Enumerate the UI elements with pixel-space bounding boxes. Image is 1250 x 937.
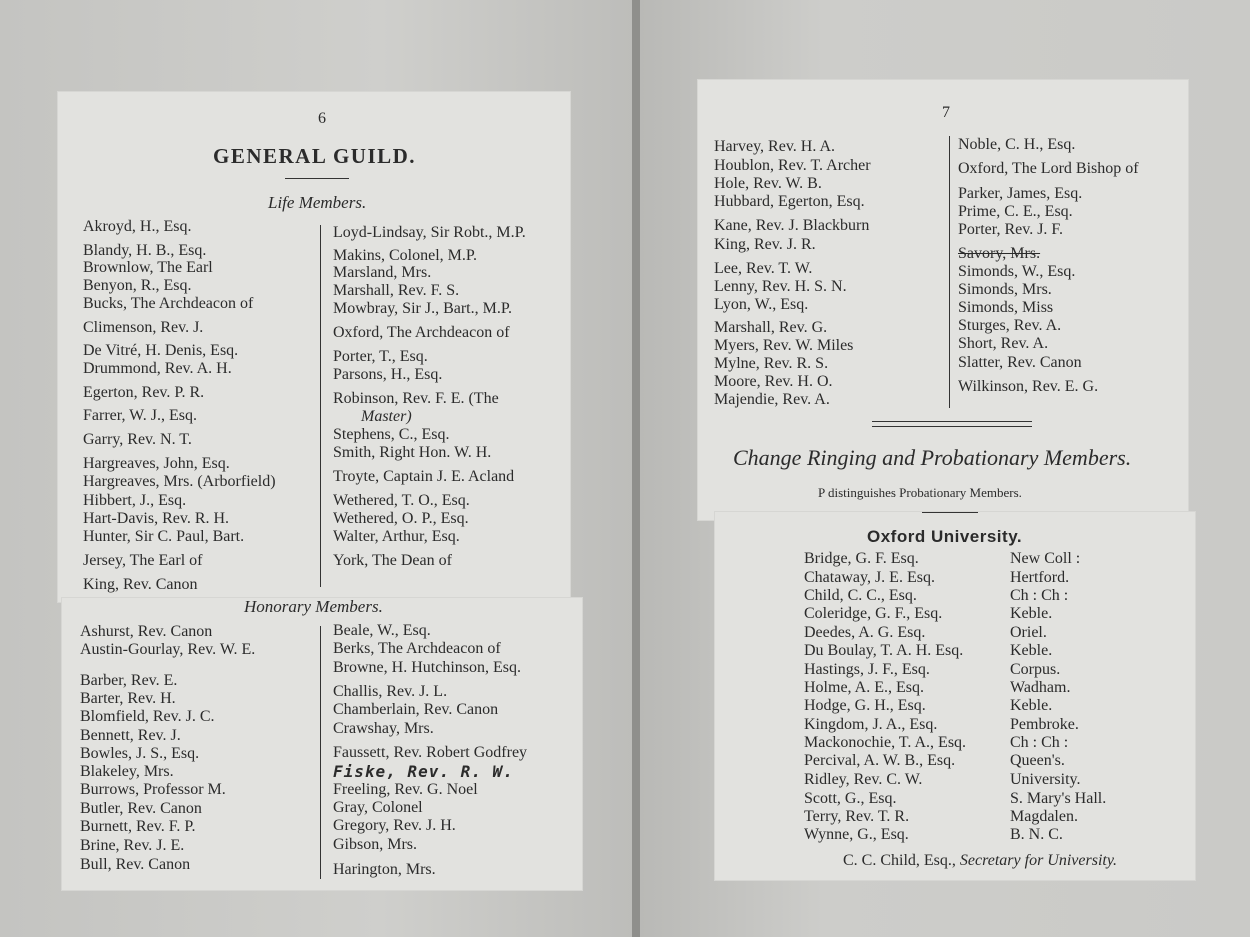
member-name: Hart-Davis, Rev. R. H. bbox=[83, 510, 230, 527]
university-rule bbox=[922, 512, 978, 513]
member-name: Bennett, Rev. J. bbox=[80, 727, 181, 744]
secretary-line bbox=[843, 852, 1117, 870]
member-name: Simonds, Miss bbox=[958, 299, 1054, 316]
college-name: Hertford. bbox=[1010, 569, 1070, 586]
college-name: Keble. bbox=[1010, 642, 1053, 659]
member-name: Noble, C. H., Esq. bbox=[958, 136, 1076, 153]
member-name: Bull, Rev. Canon bbox=[80, 856, 191, 873]
member-name: Wethered, O. P., Esq. bbox=[333, 510, 469, 527]
member-name: Myers, Rev. W. Miles bbox=[714, 337, 854, 354]
member-name: Beale, W., Esq. bbox=[333, 622, 431, 639]
member-name: Austin-Gourlay, Rev. W. E. bbox=[80, 641, 256, 658]
member-name: Wilkinson, Rev. E. G. bbox=[958, 378, 1099, 395]
member-name: Robinson, Rev. F. E. (The bbox=[333, 390, 499, 407]
member-name: Brine, Rev. J. E. bbox=[80, 837, 185, 854]
member-name: Hibbert, J., Esq. bbox=[83, 492, 187, 509]
honorary-members-heading: Honorary Members. bbox=[244, 597, 383, 616]
member-name: Challis, Rev. J. L. bbox=[333, 683, 448, 700]
member-name: Marshall, Rev. F. S. bbox=[333, 282, 460, 299]
section-double-rule bbox=[872, 421, 1032, 427]
member-name: Oxford, The Archdeacon of bbox=[333, 324, 510, 341]
member-name: Marsland, Mrs. bbox=[333, 264, 432, 281]
member-name: Freeling, Rev. G. Noel bbox=[333, 781, 478, 798]
member-name: Egerton, Rev. P. R. bbox=[83, 384, 205, 401]
college-name: Keble. bbox=[1010, 697, 1053, 714]
member-name: Harvey, Rev. H. A. bbox=[714, 138, 836, 155]
member-name: Wethered, T. O., Esq. bbox=[333, 492, 470, 509]
member-name: Porter, T., Esq. bbox=[333, 348, 428, 365]
university-member-name: Bridge, G. F. Esq. bbox=[804, 550, 919, 567]
member-name: Parsons, H., Esq. bbox=[333, 366, 443, 383]
member-name: Loyd-Lindsay, Sir Robt., M.P. bbox=[333, 224, 526, 241]
member-name: Slatter, Rev. Canon bbox=[958, 354, 1082, 371]
college-name: University. bbox=[1010, 771, 1081, 788]
college-name: Ch : Ch : bbox=[1010, 734, 1069, 751]
college-name: Wadham. bbox=[1010, 679, 1071, 696]
member-name: Butler, Rev. Canon bbox=[80, 800, 202, 817]
university-member-name: Coleridge, G. F., Esq. bbox=[804, 605, 943, 622]
member-name: King, Rev. J. R. bbox=[714, 236, 816, 253]
member-name: Barter, Rev. H. bbox=[80, 690, 176, 707]
university-member-name: Hodge, G. H., Esq. bbox=[804, 697, 926, 714]
member-name: Simonds, W., Esq. bbox=[958, 263, 1076, 280]
member-name: Chamberlain, Rev. Canon bbox=[333, 701, 499, 718]
member-name: Ashurst, Rev. Canon bbox=[80, 623, 213, 640]
member-name: Troyte, Captain J. E. Acland bbox=[333, 468, 515, 485]
member-name: Gregory, Rev. J. H. bbox=[333, 817, 456, 834]
member-name: Bowles, J. S., Esq. bbox=[80, 745, 200, 762]
member-name: Farrer, W. J., Esq. bbox=[83, 407, 198, 424]
member-name: Lee, Rev. T. W. bbox=[714, 260, 813, 277]
member-name: Porter, Rev. J. F. bbox=[958, 221, 1064, 238]
member-name: Hunter, Sir C. Paul, Bart. bbox=[83, 528, 245, 545]
member-name: De Vitré, H. Denis, Esq. bbox=[83, 342, 239, 359]
college-name: Queen's. bbox=[1010, 752, 1065, 769]
college-name: Pembroke. bbox=[1010, 716, 1079, 733]
university-member-name: Wynne, G., Esq. bbox=[804, 826, 909, 843]
college-name: B. N. C. bbox=[1010, 826, 1063, 843]
university-member-name: Mackonochie, T. A., Esq. bbox=[804, 734, 967, 751]
secretary-role: Secretary for University. bbox=[959, 852, 1118, 869]
member-name: Browne, H. Hutchinson, Esq. bbox=[333, 659, 521, 676]
member-name: Blandy, H. B., Esq. bbox=[83, 242, 207, 259]
change-ringing-heading: Change Ringing and Probationary Members. bbox=[733, 445, 1132, 470]
university-slip bbox=[715, 512, 1195, 880]
member-name: Short, Rev. A. bbox=[958, 335, 1049, 352]
member-name: Houblon, Rev. T. Archer bbox=[714, 157, 871, 174]
right-page bbox=[640, 0, 1250, 937]
university-member-name: Child, C. C., Esq. bbox=[804, 587, 917, 604]
university-member-name: Scott, G., Esq. bbox=[804, 790, 897, 807]
member-name: Stephens, C., Esq. bbox=[333, 426, 450, 443]
university-member-name: Deedes, A. G. Esq. bbox=[804, 624, 926, 641]
member-name: Smith, Right Hon. W. H. bbox=[333, 444, 492, 461]
member-name: Benyon, R., Esq. bbox=[83, 277, 192, 294]
university-heading: Oxford University. bbox=[867, 527, 1023, 546]
page-number: 7 bbox=[942, 104, 950, 121]
college-name: Ch : Ch : bbox=[1010, 587, 1069, 604]
member-name: Berks, The Archdeacon of bbox=[333, 640, 501, 657]
university-member-name: Hastings, J. F., Esq. bbox=[804, 661, 930, 678]
member-name: Garry, Rev. N. T. bbox=[83, 431, 192, 448]
member-name: Savory, Mrs. bbox=[958, 245, 1041, 262]
page-number: 6 bbox=[318, 110, 326, 127]
member-name: Hubbard, Egerton, Esq. bbox=[714, 193, 865, 210]
member-name: Mowbray, Sir J., Bart., M.P. bbox=[333, 300, 512, 317]
member-name: Hargreaves, John, Esq. bbox=[83, 455, 230, 472]
member-name: Makins, Colonel, M.P. bbox=[333, 247, 478, 264]
title-rule bbox=[285, 178, 349, 179]
university-member-name: Du Boulay, T. A. H. Esq. bbox=[804, 642, 964, 659]
college-name: Corpus. bbox=[1010, 661, 1061, 678]
column-divider bbox=[320, 225, 321, 587]
member-name: Kane, Rev. J. Blackburn bbox=[714, 217, 870, 234]
member-name: King, Rev. Canon bbox=[83, 576, 198, 593]
member-name: Hargreaves, Mrs. (Arborfield) bbox=[83, 473, 276, 490]
member-name: Moore, Rev. H. O. bbox=[714, 373, 833, 390]
member-name: Drummond, Rev. A. H. bbox=[83, 360, 232, 377]
college-name: Magdalen. bbox=[1010, 808, 1078, 825]
college-name: New Coll : bbox=[1010, 550, 1081, 567]
university-member-name: Percival, A. W. B., Esq. bbox=[804, 752, 956, 769]
member-name: Akroyd, H., Esq. bbox=[83, 218, 192, 235]
member-name: Simonds, Mrs. bbox=[958, 281, 1052, 298]
member-name: Lyon, W., Esq. bbox=[714, 296, 809, 313]
column-divider bbox=[949, 136, 950, 408]
member-name: Brownlow, The Earl bbox=[83, 259, 213, 276]
member-name: Crawshay, Mrs. bbox=[333, 720, 434, 737]
member-name: Gibson, Mrs. bbox=[333, 836, 418, 853]
member-name: Marshall, Rev. G. bbox=[714, 319, 828, 336]
column-divider bbox=[320, 626, 321, 879]
university-member-name: Chataway, J. E. Esq. bbox=[804, 569, 935, 586]
member-name: Master) bbox=[361, 408, 412, 425]
secretary-name: C. C. Child, Esq., bbox=[843, 852, 956, 869]
member-name: Blakeley, Mrs. bbox=[80, 763, 174, 780]
college-name: S. Mary's Hall. bbox=[1010, 790, 1107, 807]
member-name: Hole, Rev. W. B. bbox=[714, 175, 822, 192]
member-name: Climenson, Rev. J. bbox=[83, 319, 204, 336]
member-name: Sturges, Rev. A. bbox=[958, 317, 1062, 334]
member-name: Oxford, The Lord Bishop of bbox=[958, 160, 1139, 177]
member-name: Barber, Rev. E. bbox=[80, 672, 178, 689]
member-name: York, The Dean of bbox=[333, 552, 452, 569]
university-member-name: Ridley, Rev. C. W. bbox=[804, 771, 923, 788]
member-name: Bucks, The Archdeacon of bbox=[83, 295, 254, 312]
member-name: Parker, James, Esq. bbox=[958, 185, 1083, 202]
university-member-name: Terry, Rev. T. R. bbox=[804, 808, 910, 825]
college-name: Oriel. bbox=[1010, 624, 1047, 641]
probationary-note: P distinguishes Probationary Members. bbox=[818, 485, 1022, 500]
member-name: Mylne, Rev. R. S. bbox=[714, 355, 829, 372]
member-name: Burrows, Professor M. bbox=[80, 781, 226, 798]
member-name: Jersey, The Earl of bbox=[83, 552, 203, 569]
member-name: Gray, Colonel bbox=[333, 799, 423, 816]
member-name: Harington, Mrs. bbox=[333, 861, 436, 878]
university-member-name: Kingdom, J. A., Esq. bbox=[804, 716, 938, 733]
life-members-heading: Life Members. bbox=[268, 193, 367, 212]
college-name: Keble. bbox=[1010, 605, 1053, 622]
member-name: Faussett, Rev. Robert Godfrey bbox=[333, 744, 528, 761]
member-name: Blomfield, Rev. J. C. bbox=[80, 708, 215, 725]
member-name: Walter, Arthur, Esq. bbox=[333, 528, 460, 545]
member-name: Prime, C. E., Esq. bbox=[958, 203, 1073, 220]
university-member-name: Holme, A. E., Esq. bbox=[804, 679, 924, 696]
page-title: GENERAL GUILD. bbox=[213, 144, 417, 168]
member-name: Lenny, Rev. H. S. N. bbox=[714, 278, 847, 295]
member-name: Majendie, Rev. A. bbox=[714, 391, 830, 408]
member-name: Fiske, Rev. R. W. bbox=[333, 762, 514, 781]
member-name: Burnett, Rev. F. P. bbox=[80, 818, 196, 835]
